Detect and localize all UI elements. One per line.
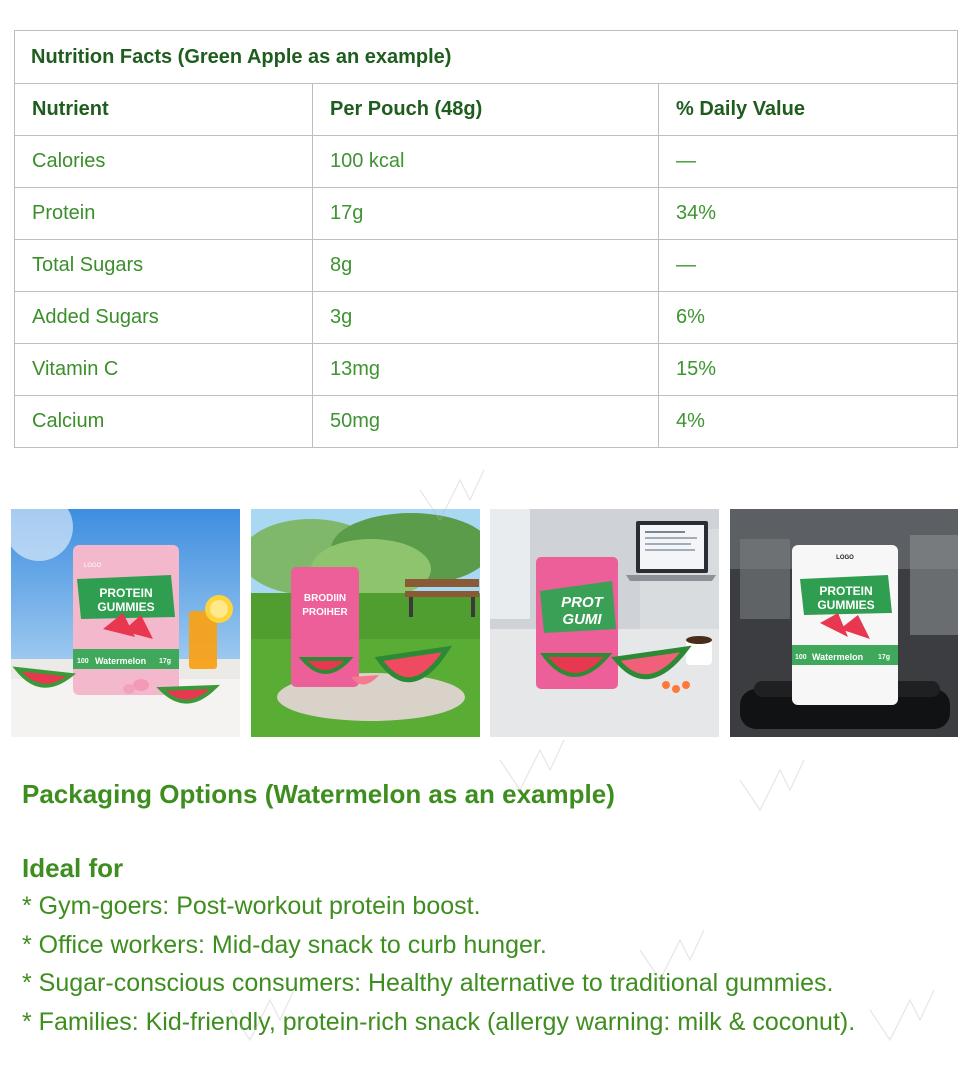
nutrient-amount: 13mg: [313, 344, 659, 396]
table-caption: Nutrition Facts (Green Apple as an example): [15, 31, 958, 84]
nutrient-daily-value: 34%: [659, 188, 958, 240]
pouch-flavor: Watermelon: [812, 652, 864, 662]
ideal-for-list: [22, 890, 855, 1044]
product-photo-office: [490, 509, 719, 737]
table-row: [15, 240, 958, 292]
nutrient-name: Vitamin C: [15, 344, 313, 396]
nutrient-name: Total Sugars: [15, 240, 313, 292]
pouch-flavor: Watermelon: [95, 656, 147, 666]
header-daily-value: % Daily Value: [659, 84, 958, 136]
table-row: [15, 188, 958, 240]
pouch-logo: LOGO: [836, 555, 854, 561]
pouch-protein: 17g: [878, 654, 891, 661]
pouch-calories: 100: [795, 654, 807, 661]
pouch-title-line2: GUMMIES: [817, 598, 875, 612]
nutrient-amount: 3g: [313, 292, 659, 344]
nutrient-amount: 17g: [313, 188, 659, 240]
list-item: * Families: Kid-friendly, protein-rich snack (allergy warning: milk & coconut).: [22, 1007, 856, 1036]
pouch-protein: 17g: [159, 658, 172, 665]
table-row: [15, 292, 958, 344]
nutrient-name: Calories: [15, 136, 313, 188]
nutrient-name: Protein: [15, 188, 313, 240]
pouch-title-line2: GUMI: [562, 611, 602, 628]
pouch-title-line1: PROT: [561, 594, 603, 611]
nutrient-daily-value: 15%: [659, 344, 958, 396]
nutrient-daily-value: —: [659, 136, 958, 188]
table-row: [15, 344, 958, 396]
list-item: * Sugar-conscious consumers: Healthy alternative to traditional gummies.: [22, 969, 834, 997]
nutrient-daily-value: 4%: [659, 396, 958, 448]
table-row: [15, 136, 958, 188]
pouch-logo: LOGO: [84, 563, 102, 569]
product-photo-beach: [11, 509, 240, 737]
product-photo-park: [251, 509, 480, 737]
table-row: [15, 396, 958, 448]
list-item: * Office workers: Mid-day snack to curb hunger.: [22, 930, 547, 959]
pouch-title-line2: PROIHER: [302, 607, 348, 618]
nutrition-table: [14, 30, 958, 448]
nutrient-amount: 8g: [313, 240, 659, 292]
packaging-options-title: Packaging Options (Watermelon as an example): [22, 779, 615, 809]
nutrient-daily-value: 6%: [659, 292, 958, 344]
list-item: * Gym-goers: Post-workout protein boost.: [22, 892, 481, 920]
header-per-pouch: Per Pouch (48g): [313, 84, 659, 136]
header-nutrient: Nutrient: [15, 84, 313, 136]
pouch-title-line1: PROTEIN: [99, 586, 153, 600]
pouch-title-line1: PROTEIN: [819, 584, 873, 598]
product-photo-gym: [730, 509, 959, 737]
nutrient-name: Calcium: [15, 396, 313, 448]
pouch-title-line1: BRODIIN: [303, 593, 347, 604]
ideal-for-title: Ideal for: [22, 853, 124, 883]
pouch-title-line2: GUMMIES: [97, 600, 155, 614]
nutrient-name: Added Sugars: [15, 292, 313, 344]
nutrient-amount: 100 kcal: [313, 136, 659, 188]
table-header-row: [15, 84, 958, 136]
nutrient-daily-value: —: [659, 240, 958, 292]
pouch-calories: 100: [77, 658, 89, 665]
table-caption-row: [15, 31, 958, 84]
nutrient-amount: 50mg: [313, 396, 659, 448]
